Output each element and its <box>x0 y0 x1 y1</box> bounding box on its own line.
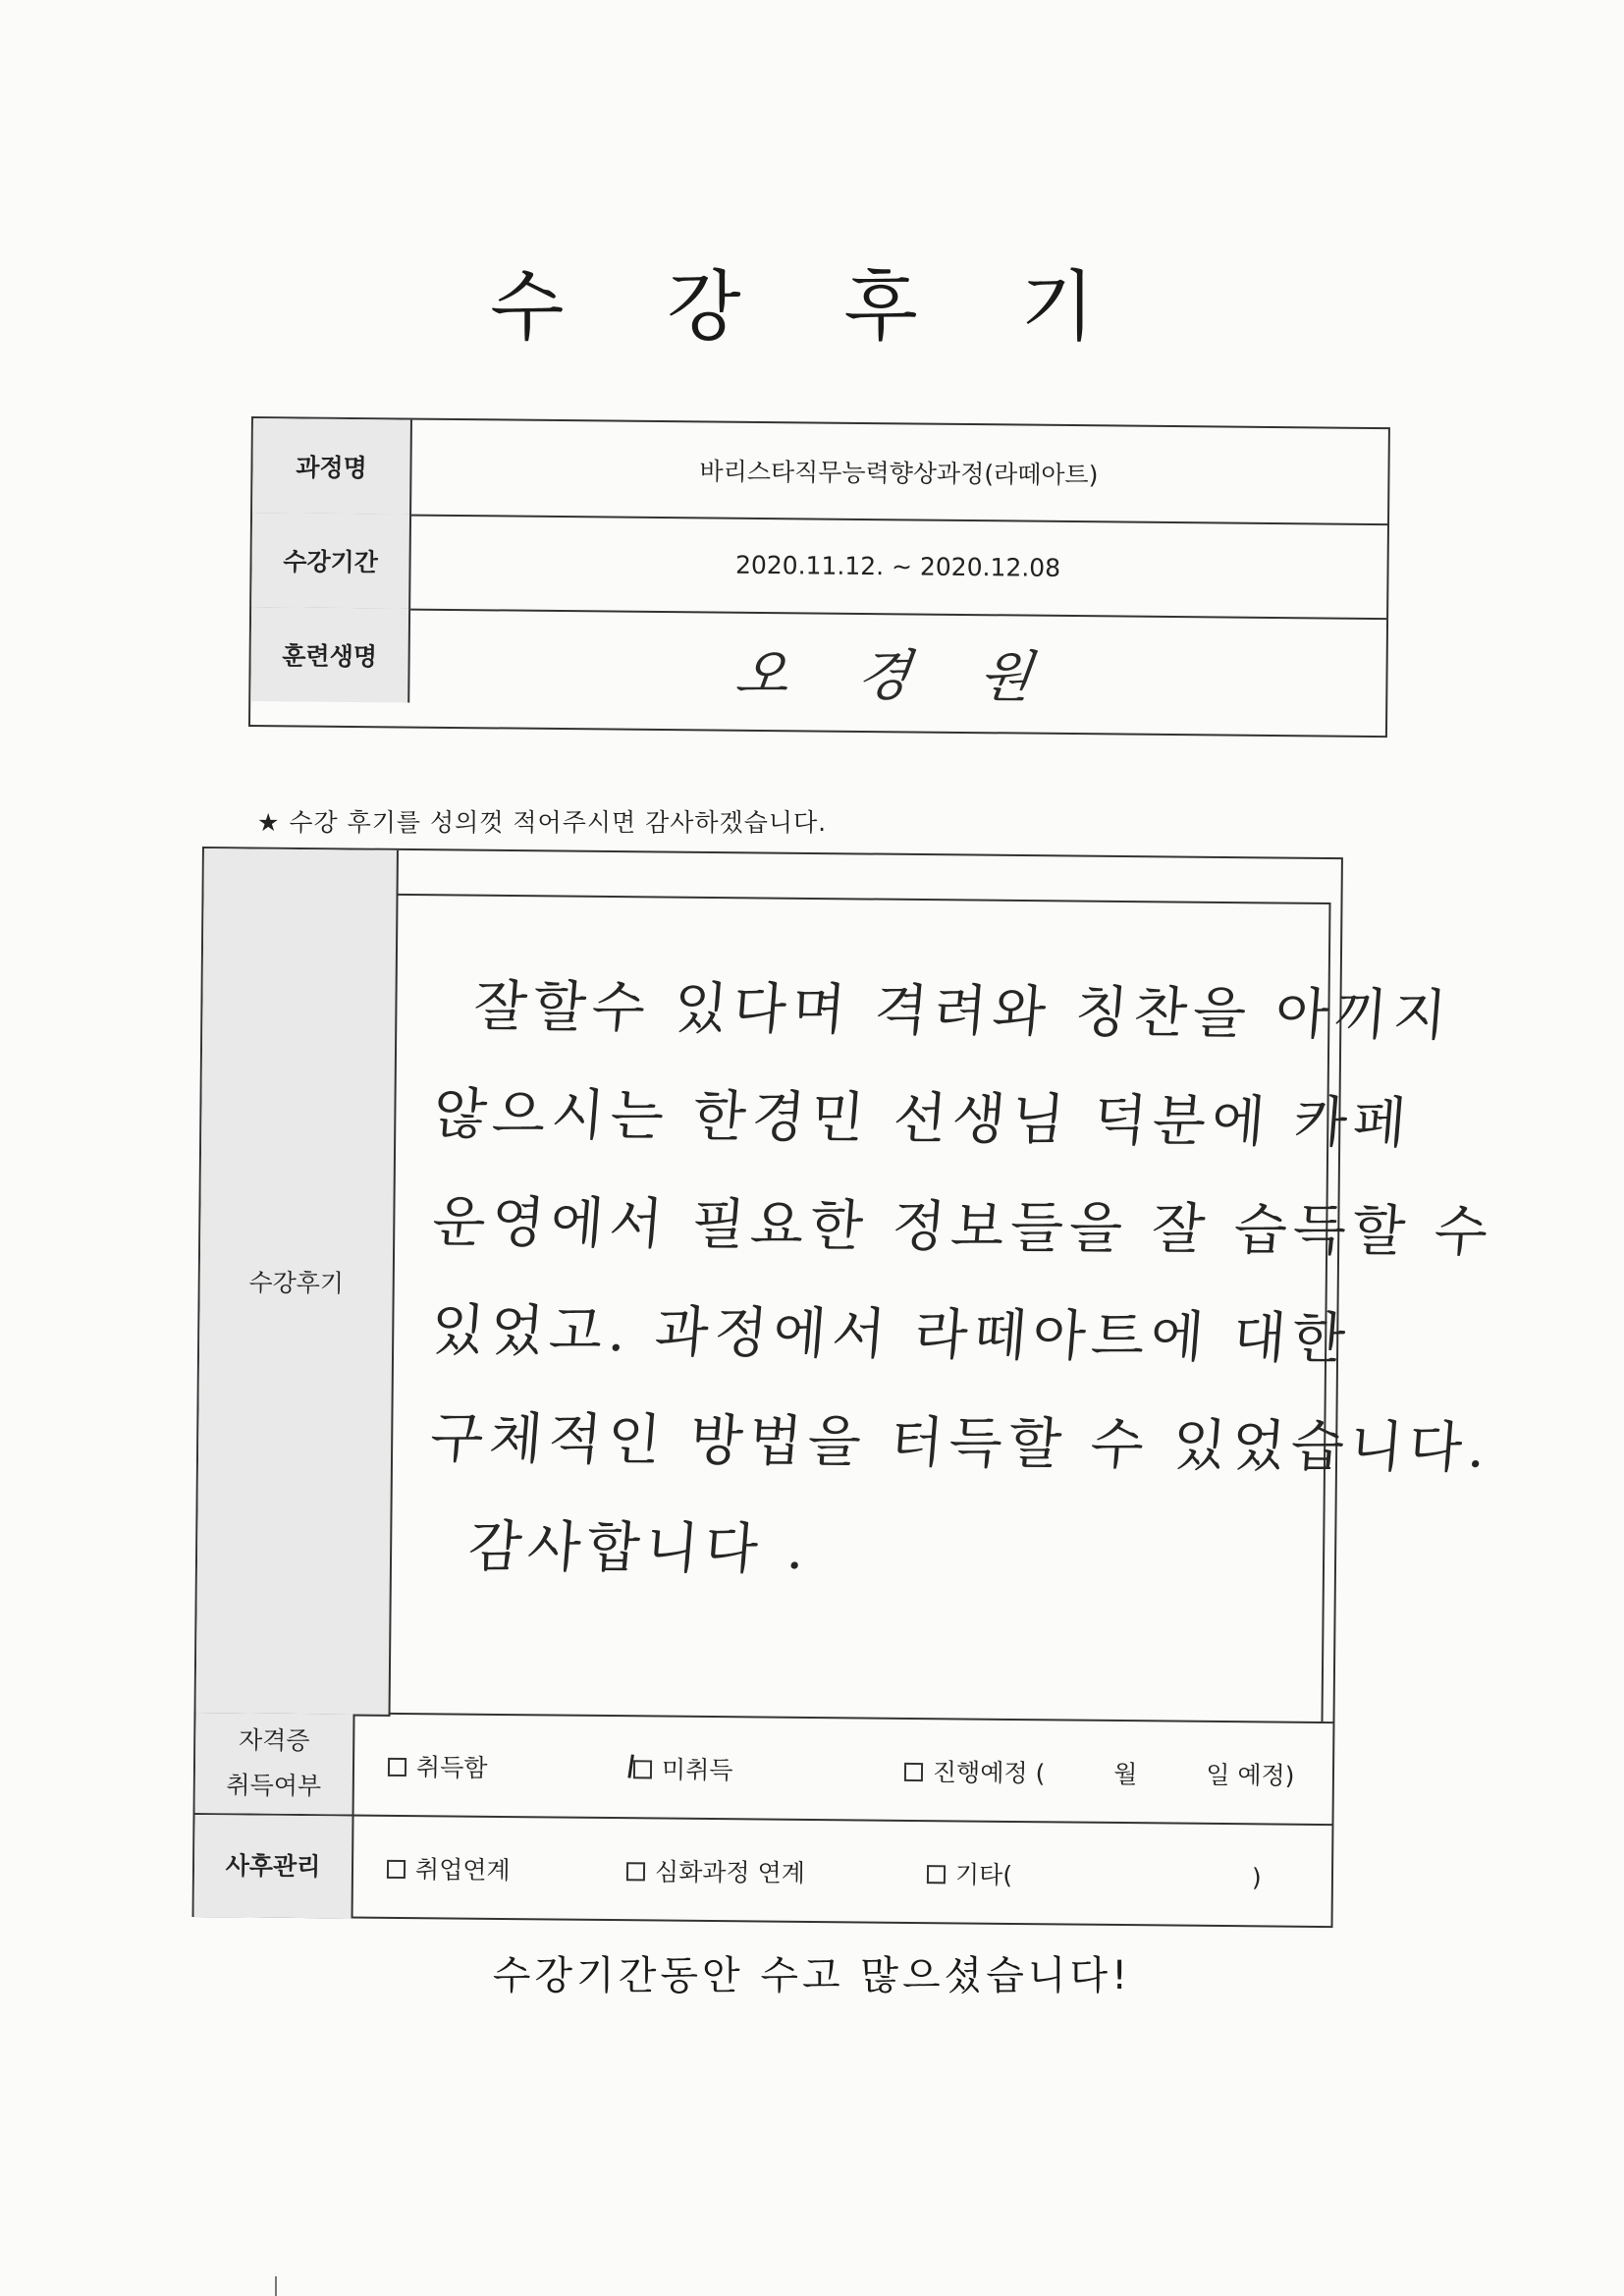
page-title: 수 강 후 기 <box>490 263 1134 352</box>
review-table <box>192 847 1496 1928</box>
course-value: 바리스타직무능력향상과정(라떼아트) <box>699 457 1099 490</box>
month-label: 월 <box>1113 1759 1138 1789</box>
option-advanced-course-link[interactable]: 심화과정 연계 <box>626 1852 805 1889</box>
certification-label-line2: 취득여부 <box>226 1771 322 1801</box>
option-acquired[interactable]: 취득함 <box>388 1748 488 1784</box>
info-table <box>248 416 1390 738</box>
footer-message: 수강기간동안 수고 많으셨습니다! <box>492 1953 1132 1998</box>
certification-row <box>195 1713 1333 1826</box>
trainee-row <box>250 607 1386 736</box>
course-label: 과정명 <box>252 418 412 515</box>
certification-label <box>195 1713 355 1815</box>
review-writing-area <box>389 894 1496 1722</box>
period-value: 2020.11.12. ~ 2020.12.08 <box>734 550 1061 582</box>
review-body <box>389 850 1496 1723</box>
review-line: 않으시는 한경민 선생님 덕분에 카페 <box>430 1082 1415 1156</box>
checkbox-icon[interactable] <box>927 1865 946 1884</box>
option-in-progress[interactable]: 진행예정 ( 월 일 예정) <box>904 1753 1295 1792</box>
period-row <box>251 513 1387 620</box>
checked-checkbox-icon[interactable] <box>633 1760 652 1778</box>
checkbox-icon[interactable] <box>626 1862 645 1881</box>
checkbox-icon[interactable] <box>387 1859 406 1878</box>
review-line: 구체적인 방법을 터득할 수 있었습니다. <box>427 1406 1494 1481</box>
trainee-signature <box>407 609 1386 737</box>
other-close-paren: ) <box>1251 1863 1262 1892</box>
option-other[interactable]: 기타( ) <box>927 1855 1262 1893</box>
aftercare-label: 사후관리 <box>194 1815 354 1919</box>
notice-text: ★ 수강 후기를 성의껏 적어주시면 감사하겠습니다. <box>257 808 828 837</box>
handwritten-signature: 오 경 원 <box>731 642 1061 710</box>
review-line: 있었고. 과정에서 라떼아트에 대한 <box>428 1298 1354 1372</box>
course-row <box>252 418 1388 525</box>
option-not-acquired[interactable]: 미취득 <box>633 1750 733 1786</box>
checkbox-icon[interactable] <box>904 1762 923 1780</box>
scan-mark <box>275 2276 277 2296</box>
review-line: 잘할수 있다며 격려와 칭찬을 아끼지 <box>470 974 1455 1049</box>
aftercare-row <box>194 1815 1332 1928</box>
review-label: 수강후기 <box>196 848 399 1717</box>
day-planned-label: 일 예정) <box>1206 1760 1295 1790</box>
certification-label-line1: 자격증 <box>238 1725 310 1756</box>
review-line: 운영에서 필요한 정보들을 잘 습득할 수 <box>429 1190 1496 1265</box>
period-label: 수강기간 <box>251 513 411 609</box>
review-line: 감사합니다 . <box>465 1514 813 1582</box>
trainee-label: 훈련생명 <box>250 607 410 703</box>
option-job-link[interactable]: 취업연계 <box>387 1850 511 1886</box>
checkbox-icon[interactable] <box>388 1757 406 1776</box>
